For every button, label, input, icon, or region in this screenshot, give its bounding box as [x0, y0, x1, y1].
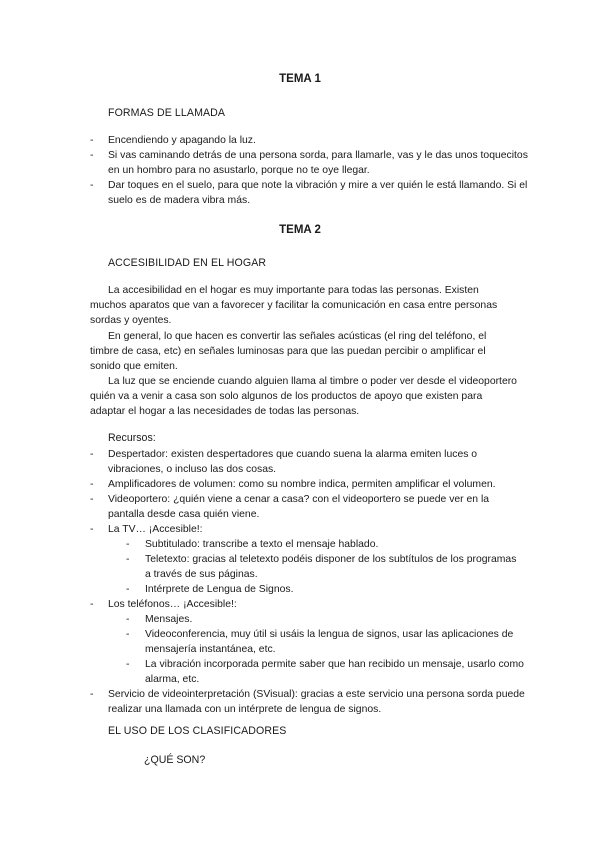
sublist-item: - Mensajes. — [145, 612, 525, 627]
list-item — [0, 522, 528, 597]
list-item — [0, 597, 528, 687]
paragraph: La accesibilidad en el hogar es muy importante para todas las personas. Existen muchos aparatos que van a favorecer y facilitar la comunicación en casa entre personas sordas y oyentes. — [90, 285, 498, 326]
list-item: - Amplificadores de volumen: como su nombre indica, permiten amplificar el volumen. — [0, 477, 528, 492]
sublist-item: - Intérprete de Lengua de Signos. — [145, 582, 525, 597]
list-item: - Si vas caminando detrás de una persona sorda, para llamarle, vas y le das unos toquecitos en un hombro para no asustarlo, porque no te oye llegar. — [0, 148, 528, 178]
list-item: - Despertador: existen despertadores que cuando suena la alarma emiten luces o vibraciones, o incluso las dos cosas. — [0, 447, 528, 477]
recursos-label: Recursos: — [108, 432, 156, 444]
tema1-title: TEMA 1 — [279, 73, 321, 85]
list-item: - Videoportero: ¿quién viene a cenar a casa? con el videoportero se puede ver en la pantalla desde casa quién viene. — [0, 492, 528, 522]
list-item: - Servicio de videointerpretación (SVisual): gracias a este servicio una persona sorda puede realizar una llamada con un intérprete de lengua de signos. — [0, 687, 528, 717]
list-item: - Dar toques en el suelo, para que note la vibración y mire a ver quién le está llamando. Si el suelo es de madera vibra más. — [0, 178, 528, 208]
paragraph: La luz que se enciende cuando alguien llama al timbre o poder ver desde el videoportero quién va a venir a casa son solo algunos de los productos de apoyo que existen para adaptar el hogar a las necesidades de todas las personas. — [90, 376, 517, 417]
list-item-label: La TV… ¡Accesible!: — [108, 524, 203, 535]
tema1-heading: FORMAS DE LLAMADA — [108, 107, 226, 119]
tema1-list — [0, 133, 528, 208]
list-item-label: Los teléfonos… ¡Accesible!: — [108, 599, 237, 610]
tv-sublist — [108, 537, 528, 597]
recursos-list — [0, 447, 528, 717]
sublist-item: - Subtitulado: transcribe a texto el mensaje hablado. — [145, 537, 525, 552]
clasificadores-heading: EL USO DE LOS CLASIFICADORES — [108, 725, 287, 737]
telefonos-sublist — [108, 612, 528, 687]
sublist-item: - Teletexto: gracias al teletexto podéis disponer de los subtítulos de los programas a través de sus páginas. — [145, 552, 525, 582]
sublist-item: - La vibración incorporada permite saber que han recibido un mensaje, usarlo como alarma, etc. — [145, 657, 525, 687]
sublist-item: - Videoconferencia, muy útil si usáis la lengua de signos, usar las aplicaciones de mensajería instantánea, etc. — [145, 627, 525, 657]
paragraph: En general, lo que hacen es convertir las señales acústicas (el ring del teléfono, el timbre de casa, etc) en señales luminosas para que las puedan percibir o amplificar el sonido que emiten. — [90, 331, 487, 372]
tema2-heading: ACCESIBILIDAD EN EL HOGAR — [108, 257, 267, 269]
tema2-title: TEMA 2 — [279, 224, 321, 236]
list-item: - Encendiendo y apagando la luz. — [0, 133, 528, 148]
clasificadores-question: ¿QUÉ SON? — [144, 754, 206, 766]
